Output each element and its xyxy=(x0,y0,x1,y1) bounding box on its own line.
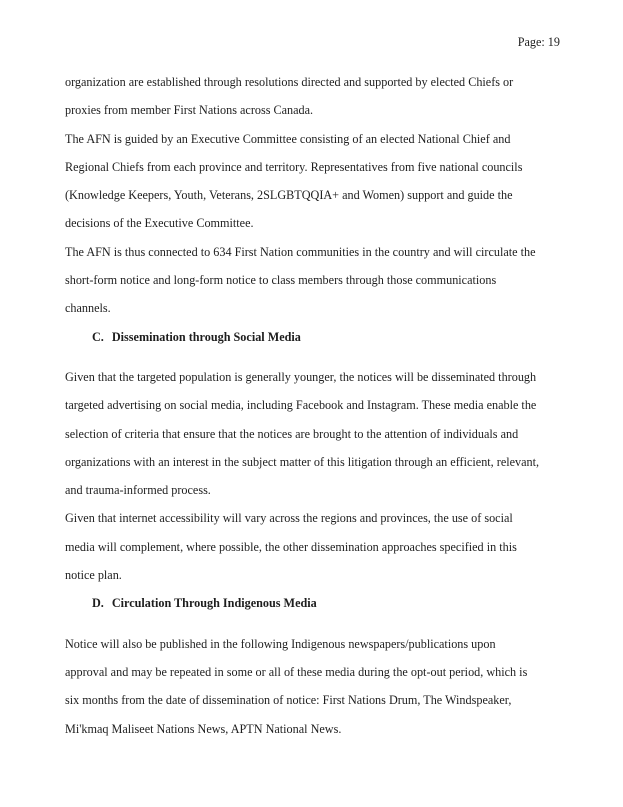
section-heading-d xyxy=(65,589,565,617)
text-line: channels. xyxy=(65,301,111,316)
paragraph xyxy=(65,630,565,743)
text-line: and trauma-informed process. xyxy=(65,483,211,498)
paragraph xyxy=(65,363,565,504)
text-line: media will complement, where possible, the other dissemination approaches specified in this xyxy=(65,539,517,554)
heading-label: D. xyxy=(92,596,104,611)
paragraph xyxy=(65,125,565,238)
text-line: Notice will also be published in the following Indigenous newspapers/publications upon xyxy=(65,636,496,651)
text-line: proxies from member First Nations across Canada. xyxy=(65,103,314,118)
section-heading-c xyxy=(65,323,565,351)
heading-title: Circulation Through Indigenous Media xyxy=(111,596,317,611)
text-line: short-form notice and long-form notice to class members through those communications xyxy=(65,273,497,288)
text-line: Regional Chiefs from each province and territory. Representatives from five national councils xyxy=(65,159,523,174)
text-line: Given that internet accessibility will vary across the regions and provinces, the use of social xyxy=(65,511,513,526)
document-body xyxy=(65,68,565,743)
text-line: selection of criteria that ensure that the notices are brought to the attention of individuals and xyxy=(65,426,519,441)
paragraph xyxy=(65,238,565,323)
text-line: Mi'kmaq Maliseet Nations News, APTN National News. xyxy=(65,721,342,736)
text-line: approval and may be repeated in some or all of these media during the opt-out period, which is xyxy=(65,664,528,679)
text-line: The AFN is guided by an Executive Committee consisting of an elected National Chief and xyxy=(65,131,511,146)
heading-title: Dissemination through Social Media xyxy=(111,329,301,344)
text-line: (Knowledge Keepers, Youth, Veterans, 2SLGBTQQIA+ and Women) support and guide the xyxy=(65,188,513,203)
text-line: six months from the date of dissemination of notice: First Nations Drum, The Windspeaker, xyxy=(65,693,512,708)
text-line: targeted advertising on social media, including Facebook and Instagram. These media enable the xyxy=(65,398,537,413)
text-line: The AFN is thus connected to 634 First Nation communities in the country and will circulate the xyxy=(65,244,536,259)
paragraph xyxy=(65,504,565,589)
text-line: organization are established through resolutions directed and supported by elected Chiefs or xyxy=(65,75,514,89)
text-line: organizations with an interest in the subject matter of this litigation through an efficient, relevant, xyxy=(65,454,540,469)
page-number: Page: 19 xyxy=(517,35,560,49)
text-line: notice plan. xyxy=(65,568,122,583)
heading-label: C. xyxy=(92,329,104,344)
text-line: Given that the targeted population is generally younger, the notices will be disseminated through xyxy=(65,369,537,384)
text-line: decisions of the Executive Committee. xyxy=(65,216,254,231)
paragraph xyxy=(65,68,565,125)
